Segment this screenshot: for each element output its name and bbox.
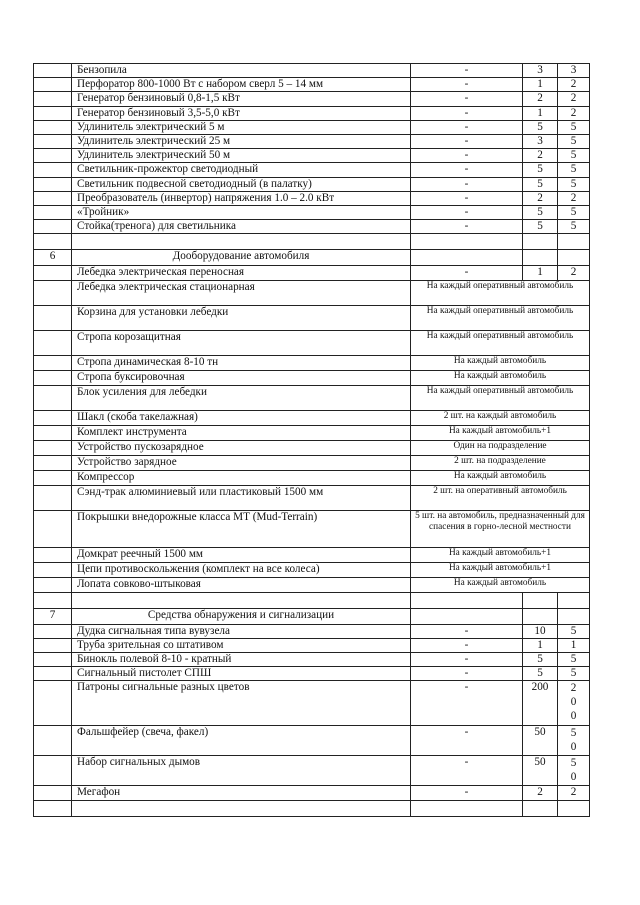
empty-cell <box>34 786 72 800</box>
empty-cell <box>34 206 72 220</box>
item-name: Стойка(тренога) для светильника <box>72 220 411 234</box>
empty-cell <box>34 78 72 92</box>
item-name: Преобразователь (инвертор) напряжения 1.0 – 2.0 кВт <box>72 191 411 205</box>
allocation-note: На каждый автомобиль <box>411 355 590 370</box>
table-row <box>34 410 590 425</box>
item-quantity: 50 <box>523 756 558 786</box>
item-quantity-alt: 5 <box>558 120 590 134</box>
item-dash: - <box>411 120 523 134</box>
item-dash: - <box>411 220 523 234</box>
empty-cell <box>34 425 72 440</box>
allocation-note: На каждый автомобиль+1 <box>411 547 590 562</box>
item-name: Патроны сигнальные разных цветов <box>72 681 411 726</box>
empty-cell <box>34 624 72 638</box>
empty-cell <box>34 135 72 149</box>
item-quantity-alt: 2 <box>558 92 590 106</box>
item-name: Лебедка электрическая переносная <box>72 266 411 280</box>
empty-cell <box>34 305 72 330</box>
item-name: Покрышки внедорожные класса МТ (Mud-Terrain) <box>72 510 411 547</box>
table-row <box>34 577 590 592</box>
item-name: Дудка сигнальная типа вувузела <box>72 624 411 638</box>
allocation-note: На каждый автомобиль+1 <box>411 425 590 440</box>
item-dash: - <box>411 135 523 149</box>
item-quantity-alt: 5 0 <box>558 726 590 756</box>
empty-cell <box>34 280 72 305</box>
item-dash: - <box>411 756 523 786</box>
table-row <box>34 425 590 440</box>
item-quantity-alt: 2 <box>558 266 590 280</box>
item-quantity: 1 <box>523 106 558 120</box>
item-quantity: 2 <box>523 786 558 800</box>
section-number: 7 <box>34 608 72 624</box>
item-dash: - <box>411 163 523 177</box>
item-dash: - <box>411 106 523 120</box>
table-row <box>34 756 590 786</box>
allocation-note: На каждый оперативный автомобиль <box>411 305 590 330</box>
table-row <box>34 106 590 120</box>
table-row <box>34 510 590 547</box>
item-quantity-alt: 5 <box>558 653 590 667</box>
empty-cell <box>34 681 72 726</box>
item-quantity: 5 <box>523 220 558 234</box>
table-row <box>34 385 590 410</box>
empty-cell <box>411 250 523 266</box>
item-name: Сэнд-трак алюминиевый или пластиковый 1500 мм <box>72 485 411 510</box>
item-quantity-alt: 1 <box>558 638 590 652</box>
allocation-note: 5 шт. на автомобиль, предназначенный для спасения в горно-лесной местности <box>411 510 590 547</box>
table-row <box>34 455 590 470</box>
empty-cell <box>523 250 558 266</box>
table-row <box>34 726 590 756</box>
item-quantity-alt: 2 <box>558 106 590 120</box>
item-name: Цепи противоскольжения (комплект на все колеса) <box>72 562 411 577</box>
item-name: Компрессор <box>72 470 411 485</box>
section-header-row <box>34 250 590 266</box>
allocation-note: На каждый автомобиль <box>411 370 590 385</box>
empty-cell <box>411 592 523 608</box>
allocation-note: На каждый оперативный автомобиль <box>411 280 590 305</box>
item-quantity: 3 <box>523 135 558 149</box>
empty-cell <box>34 440 72 455</box>
empty-cell <box>34 177 72 191</box>
item-name: Корзина для установки лебедки <box>72 305 411 330</box>
empty-cell <box>558 800 590 816</box>
table-row <box>34 638 590 652</box>
spacer-row <box>34 592 590 608</box>
item-name: Шакл (скоба такелажная) <box>72 410 411 425</box>
item-name: Светильник подвесной светодиодный (в палатку) <box>72 177 411 191</box>
item-quantity-alt: 5 <box>558 220 590 234</box>
table-row <box>34 64 590 78</box>
empty-cell <box>34 149 72 163</box>
item-name: Светильник-прожектор светодиодный <box>72 163 411 177</box>
table-row <box>34 470 590 485</box>
item-quantity: 3 <box>523 64 558 78</box>
empty-cell <box>34 726 72 756</box>
item-quantity: 5 <box>523 177 558 191</box>
empty-cell <box>34 577 72 592</box>
item-quantity-alt: 5 <box>558 206 590 220</box>
item-quantity: 5 <box>523 667 558 681</box>
item-name: Комплект инструмента <box>72 425 411 440</box>
item-name: Стропа корозащитная <box>72 330 411 355</box>
table-row <box>34 440 590 455</box>
empty-cell <box>34 370 72 385</box>
item-name: Генератор бензиновый 0,8-1,5 кВт <box>72 92 411 106</box>
section-number: 6 <box>34 250 72 266</box>
empty-cell <box>72 592 411 608</box>
item-name: Удлинитель электрический 5 м <box>72 120 411 134</box>
table-row <box>34 163 590 177</box>
empty-cell <box>34 547 72 562</box>
item-quantity: 2 <box>523 149 558 163</box>
empty-cell <box>558 592 590 608</box>
empty-cell <box>34 410 72 425</box>
item-dash: - <box>411 64 523 78</box>
table-row <box>34 220 590 234</box>
item-name: Стропа динамическая 8-10 тн <box>72 355 411 370</box>
empty-cell <box>34 667 72 681</box>
table-row <box>34 78 590 92</box>
item-name: Лопата совково-штыковая <box>72 577 411 592</box>
item-quantity: 1 <box>523 78 558 92</box>
item-name: Лебедка электрическая стационарная <box>72 280 411 305</box>
empty-cell <box>558 608 590 624</box>
item-quantity: 1 <box>523 266 558 280</box>
item-name: Домкрат реечный 1500 мм <box>72 547 411 562</box>
empty-cell <box>34 191 72 205</box>
empty-cell <box>34 163 72 177</box>
table-row <box>34 667 590 681</box>
empty-cell <box>411 234 523 250</box>
allocation-note: 2 шт. на каждый автомобиль <box>411 410 590 425</box>
allocation-note: На каждый автомобиль+1 <box>411 562 590 577</box>
empty-cell <box>34 756 72 786</box>
item-name: «Тройник» <box>72 206 411 220</box>
empty-cell <box>558 234 590 250</box>
table-row <box>34 266 590 280</box>
table-row <box>34 149 590 163</box>
empty-cell <box>34 455 72 470</box>
section-title: Средства обнаружения и сигнализации <box>72 608 411 624</box>
table-row <box>34 355 590 370</box>
item-dash: - <box>411 726 523 756</box>
document-page <box>33 63 589 817</box>
section-header-row <box>34 608 590 624</box>
item-quantity-alt: 2 <box>558 78 590 92</box>
item-name: Перфоратор 800-1000 Вт с набором сверл 5 – 14 мм <box>72 78 411 92</box>
empty-cell <box>34 92 72 106</box>
item-quantity-alt: 5 <box>558 624 590 638</box>
empty-cell <box>34 64 72 78</box>
equipment-table <box>33 63 590 817</box>
table-row <box>34 280 590 305</box>
item-quantity: 10 <box>523 624 558 638</box>
empty-cell <box>523 608 558 624</box>
item-quantity-alt: 5 0 <box>558 756 590 786</box>
item-name: Мегафон <box>72 786 411 800</box>
empty-cell <box>34 800 72 816</box>
item-quantity-alt: 2 0 0 <box>558 681 590 726</box>
table-row <box>34 562 590 577</box>
table-row <box>34 370 590 385</box>
item-quantity: 2 <box>523 92 558 106</box>
allocation-note: 2 шт. на подразделение <box>411 455 590 470</box>
item-dash: - <box>411 638 523 652</box>
item-name: Блок усиления для лебедки <box>72 385 411 410</box>
item-name: Труба зрительная со штативом <box>72 638 411 652</box>
item-dash: - <box>411 266 523 280</box>
empty-cell <box>34 485 72 510</box>
empty-cell <box>34 638 72 652</box>
allocation-note: Один на подразделение <box>411 440 590 455</box>
empty-cell <box>34 510 72 547</box>
allocation-note: На каждый автомобиль <box>411 470 590 485</box>
empty-cell <box>34 385 72 410</box>
item-dash: - <box>411 667 523 681</box>
empty-cell <box>34 355 72 370</box>
item-name: Устройство пускозарядное <box>72 440 411 455</box>
item-dash: - <box>411 191 523 205</box>
empty-cell <box>34 330 72 355</box>
item-dash: - <box>411 681 523 726</box>
item-name: Устройство зарядное <box>72 455 411 470</box>
item-quantity-alt: 5 <box>558 135 590 149</box>
allocation-note: 2 шт. на оперативный автомобиль <box>411 485 590 510</box>
item-dash: - <box>411 653 523 667</box>
table-row <box>34 624 590 638</box>
item-quantity-alt: 5 <box>558 149 590 163</box>
item-name: Фальшфейер (свеча, факел) <box>72 726 411 756</box>
item-name: Удлинитель электрический 25 м <box>72 135 411 149</box>
table-row <box>34 206 590 220</box>
empty-cell <box>34 106 72 120</box>
empty-cell <box>411 608 523 624</box>
allocation-note: На каждый автомобиль <box>411 577 590 592</box>
table-row <box>34 305 590 330</box>
table-row <box>34 177 590 191</box>
table-row <box>34 547 590 562</box>
empty-cell <box>34 234 72 250</box>
item-name: Генератор бензиновый 3,5-5,0 кВт <box>72 106 411 120</box>
item-quantity: 5 <box>523 206 558 220</box>
table-row <box>34 92 590 106</box>
table-row <box>34 681 590 726</box>
empty-cell <box>34 470 72 485</box>
table-row <box>34 653 590 667</box>
empty-cell <box>411 800 523 816</box>
item-quantity-alt: 2 <box>558 191 590 205</box>
empty-cell <box>34 562 72 577</box>
item-quantity: 5 <box>523 653 558 667</box>
empty-cell <box>34 653 72 667</box>
item-quantity: 50 <box>523 726 558 756</box>
empty-cell <box>523 592 558 608</box>
item-quantity-alt: 5 <box>558 163 590 177</box>
item-quantity: 5 <box>523 120 558 134</box>
item-name: Набор сигнальных дымов <box>72 756 411 786</box>
item-name: Стропа буксировочная <box>72 370 411 385</box>
item-dash: - <box>411 177 523 191</box>
empty-cell <box>72 800 411 816</box>
section-title: Дооборудование автомобиля <box>72 250 411 266</box>
item-quantity-alt: 5 <box>558 667 590 681</box>
empty-cell <box>523 800 558 816</box>
empty-cell <box>34 220 72 234</box>
item-dash: - <box>411 624 523 638</box>
empty-cell <box>34 266 72 280</box>
empty-cell <box>34 120 72 134</box>
empty-cell <box>558 250 590 266</box>
item-quantity-alt: 5 <box>558 177 590 191</box>
item-name: Бензопила <box>72 64 411 78</box>
item-name: Удлинитель электрический 50 м <box>72 149 411 163</box>
item-dash: - <box>411 92 523 106</box>
empty-cell <box>72 234 411 250</box>
table-row <box>34 135 590 149</box>
spacer-row <box>34 234 590 250</box>
item-dash: - <box>411 206 523 220</box>
item-name: Бинокль полевой 8-10 - кратный <box>72 653 411 667</box>
table-row <box>34 786 590 800</box>
table-row <box>34 485 590 510</box>
item-name: Сигнальный пистолет СПШ <box>72 667 411 681</box>
allocation-note: На каждый оперативный автомобиль <box>411 330 590 355</box>
item-quantity: 1 <box>523 638 558 652</box>
item-quantity: 2 <box>523 191 558 205</box>
item-quantity: 200 <box>523 681 558 726</box>
empty-cell <box>34 592 72 608</box>
table-row <box>34 120 590 134</box>
item-dash: - <box>411 78 523 92</box>
item-dash: - <box>411 149 523 163</box>
item-quantity-alt: 3 <box>558 64 590 78</box>
table-row <box>34 191 590 205</box>
table-row <box>34 330 590 355</box>
item-dash: - <box>411 786 523 800</box>
item-quantity-alt: 2 <box>558 786 590 800</box>
spacer-row <box>34 800 590 816</box>
allocation-note: На каждый оперативный автомобиль <box>411 385 590 410</box>
item-quantity: 5 <box>523 163 558 177</box>
empty-cell <box>523 234 558 250</box>
